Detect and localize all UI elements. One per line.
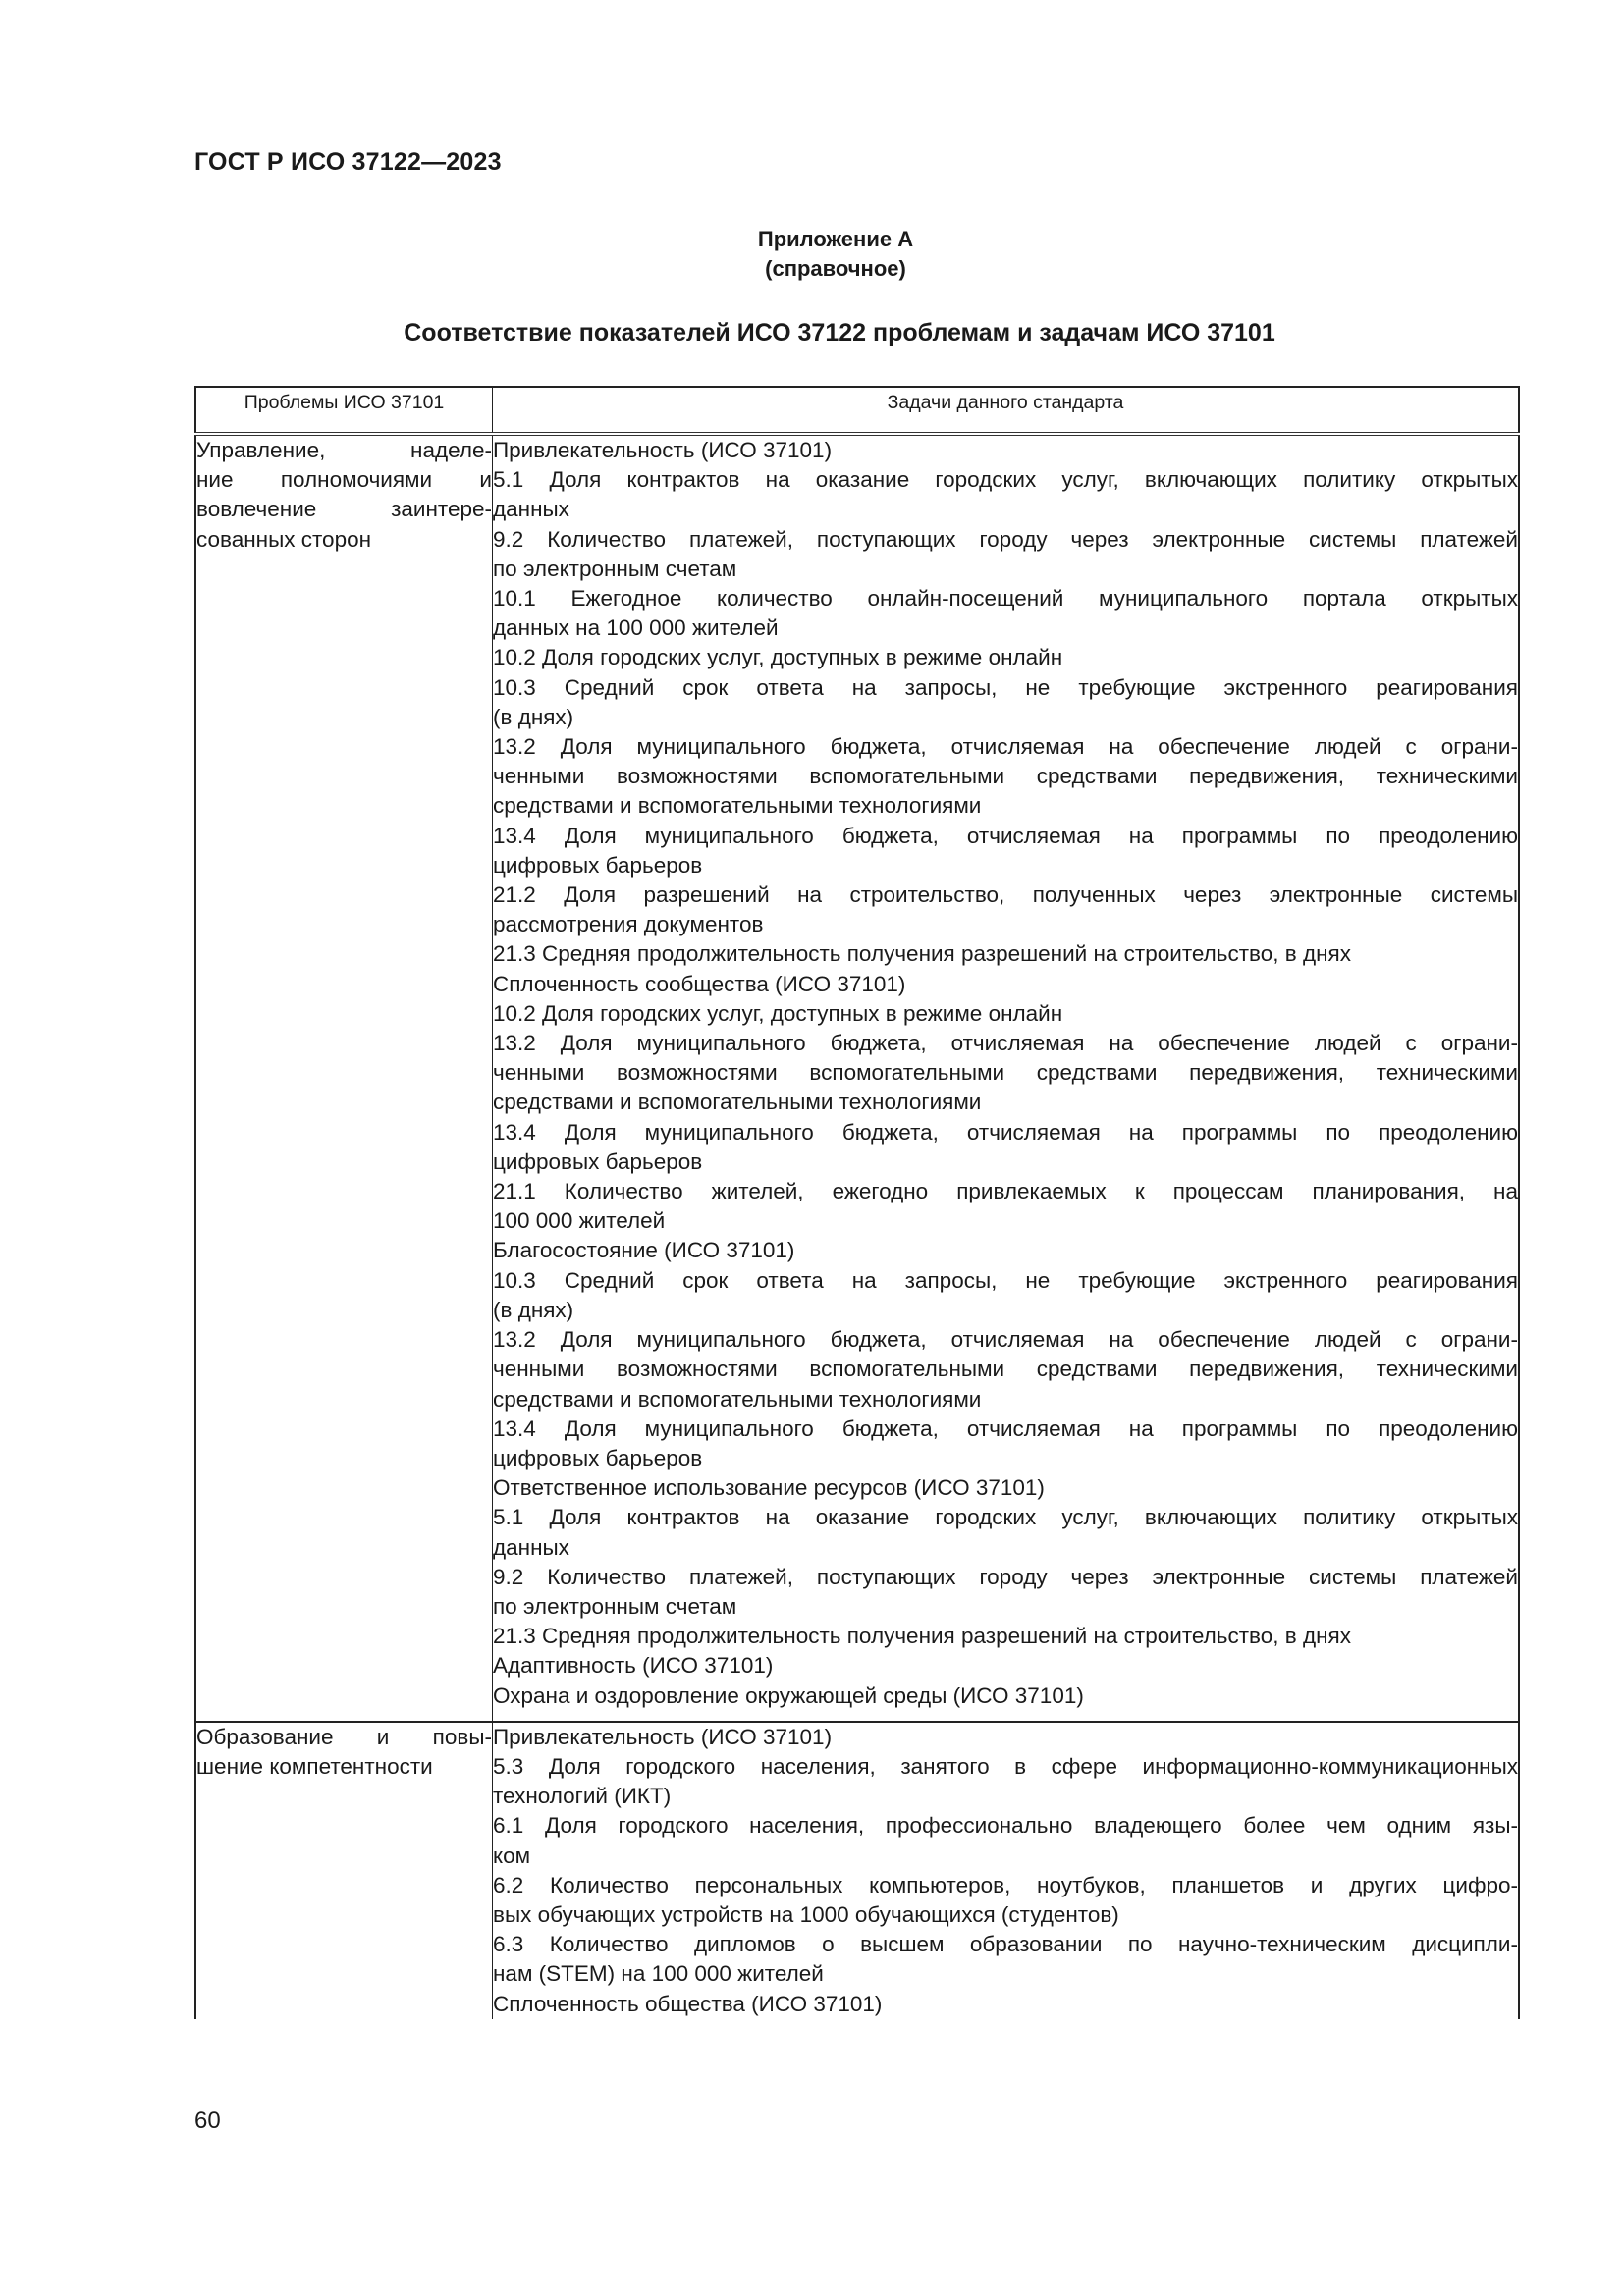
task-line: ком <box>493 1842 531 1868</box>
page-title <box>0 319 1624 347</box>
problem-line: Образование и повы- <box>196 1724 492 1749</box>
task-line: 6.3 Количество дипломов о высшем образовании по научно-техническим дисципли- <box>493 1932 1518 1957</box>
task-line: нам (STEM) на 100 000 жителей <box>493 1961 824 1987</box>
column-header-problems: Проблемы ИСО 37101 <box>195 387 493 434</box>
task-line: 21.3 Средняя продолжительность получения разрешений на строительство, в днях <box>493 1624 1351 1649</box>
task-line: данных <box>493 1534 569 1560</box>
task-line: 9.2 Количество платежей, поступающих городу через электронные системы платежей <box>493 1564 1518 1589</box>
group-heading: Привлекательность (ИСО 37101) <box>493 438 833 462</box>
task-line: вых обучающих устройств на 1000 обучающихся (студентов) <box>493 1901 1119 1927</box>
column-header-tasks: Задачи данного стандарта <box>493 387 1520 434</box>
task-line: 10.3 Средний срок ответа на запросы, не требующие экстренного реагирования <box>493 674 1518 700</box>
problem-line: Управление, наделе- <box>196 438 492 462</box>
page-number: 60 <box>194 2108 221 2134</box>
task-line: 5.1 Доля контрактов на оказание городских услуг, включающих политику открытых <box>493 1505 1518 1530</box>
task-line: 13.4 Доля муниципального бюджета, отчисляемая на программы по преодолению <box>493 823 1518 848</box>
task-line: цифровых барьеров <box>493 1445 703 1470</box>
table-row <box>195 434 1519 1722</box>
problem-cell <box>195 434 493 1722</box>
appendix-title: Приложение А <box>757 227 914 251</box>
task-line: 100 000 жителей <box>493 1208 666 1234</box>
task-line: 10.2 Доля городских услуг, доступных в режиме онлайн <box>493 645 1063 670</box>
task-line: 10.2 Доля городских услуг, доступных в режиме онлайн <box>493 1000 1063 1026</box>
group-heading: Охрана и оздоровление окружающей среды (ИСО 37101) <box>493 1682 1084 1708</box>
task-line: 13.4 Доля муниципального бюджета, отчисляемая на программы по преодолению <box>493 1415 1518 1441</box>
table-header-row <box>195 387 1519 434</box>
group-heading: Ответственное использование ресурсов (ИСО 37101) <box>493 1475 1045 1501</box>
task-line: 21.1 Количество жителей, ежегодно привлекаемых к процессам планирования, на <box>493 1179 1518 1204</box>
problem-line: сованных сторон <box>196 526 372 552</box>
task-line: средствами и вспомогательными технологиями <box>493 1386 982 1412</box>
correspondence-table <box>194 386 1520 2019</box>
task-line: данных <box>493 497 569 522</box>
task-line: 13.2 Доля муниципального бюджета, отчисляемая на обеспечение людей с ограни- <box>493 1327 1518 1353</box>
problem-line: ние полномочиями и <box>196 467 492 493</box>
problem-line: вовлечение заинтере- <box>196 497 492 522</box>
task-line: 10.3 Средний срок ответа на запросы, не требующие экстренного реагирования <box>493 1267 1518 1293</box>
table-title: Соответствие показателей ИСО 37122 проблемам и задачам ИСО 37101 <box>404 319 1275 347</box>
tasks-cell <box>493 434 1520 1722</box>
task-line: по электронным счетам <box>493 1593 737 1619</box>
task-line: (в днях) <box>493 1297 574 1322</box>
task-line: цифровых барьеров <box>493 1148 703 1174</box>
task-line: средствами и вспомогательными технологиями <box>493 793 982 819</box>
group-heading: Сплоченность общества (ИСО 37101) <box>493 1991 883 2016</box>
task-line: ченными возможностями вспомогательными средствами передвижения, техническими <box>493 1357 1518 1382</box>
tasks-cell <box>493 1722 1520 2019</box>
table-row <box>195 1722 1519 2019</box>
task-line: (в днях) <box>493 704 574 729</box>
document-code: ГОСТ Р ИСО 37122—2023 <box>194 148 502 176</box>
task-line: по электронным счетам <box>493 556 737 581</box>
task-line: 5.3 Доля городского населения, занятого в сфере информационно-коммуникационных <box>493 1753 1518 1779</box>
problem-line: шение компетентности <box>196 1753 433 1779</box>
group-heading: Сплоченность сообщества (ИСО 37101) <box>493 971 906 996</box>
group-heading: Благосостояние (ИСО 37101) <box>493 1238 795 1263</box>
task-line: 13.4 Доля муниципального бюджета, отчисляемая на программы по преодолению <box>493 1119 1518 1145</box>
task-line: ченными возможностями вспомогательными средствами передвижения, техническими <box>493 764 1518 789</box>
task-line: рассмотрения документов <box>493 912 764 937</box>
task-line: 21.3 Средняя продолжительность получения разрешений на строительство, в днях <box>493 941 1351 967</box>
group-heading: Привлекательность (ИСО 37101) <box>493 1724 833 1749</box>
task-line: 13.2 Доля муниципального бюджета, отчисляемая на обеспечение людей с ограни- <box>493 1031 1518 1056</box>
task-line: технологий (ИКТ) <box>493 1784 672 1809</box>
appendix-heading <box>0 225 1624 284</box>
task-line: 9.2 Количество платежей, поступающих городу через электронные системы платежей <box>493 526 1518 552</box>
task-line: 5.1 Доля контрактов на оказание городских услуг, включающих политику открытых <box>493 467 1518 493</box>
task-line: средствами и вспомогательными технологиями <box>493 1090 982 1115</box>
problem-cell <box>195 1722 493 2019</box>
task-line: 10.1 Ежегодное количество онлайн-посещений муниципального портала открытых <box>493 586 1518 612</box>
task-line: 6.2 Количество персональных компьютеров, ноутбуков, планшетов и других цифро- <box>493 1872 1518 1897</box>
task-line: ченными возможностями вспомогательными средствами передвижения, техническими <box>493 1060 1518 1086</box>
group-heading: Адаптивность (ИСО 37101) <box>493 1653 774 1679</box>
appendix-kind: (справочное) <box>765 256 906 281</box>
task-line: 6.1 Доля городского населения, профессионально владеющего более чем одним язы- <box>493 1813 1518 1839</box>
task-line: 21.2 Доля разрешений на строительство, полученных через электронные системы <box>493 882 1518 908</box>
task-line: 13.2 Доля муниципального бюджета, отчисляемая на обеспечение людей с ограни- <box>493 734 1518 760</box>
task-line: цифровых барьеров <box>493 852 703 878</box>
task-line: данных на 100 000 жителей <box>493 615 779 641</box>
